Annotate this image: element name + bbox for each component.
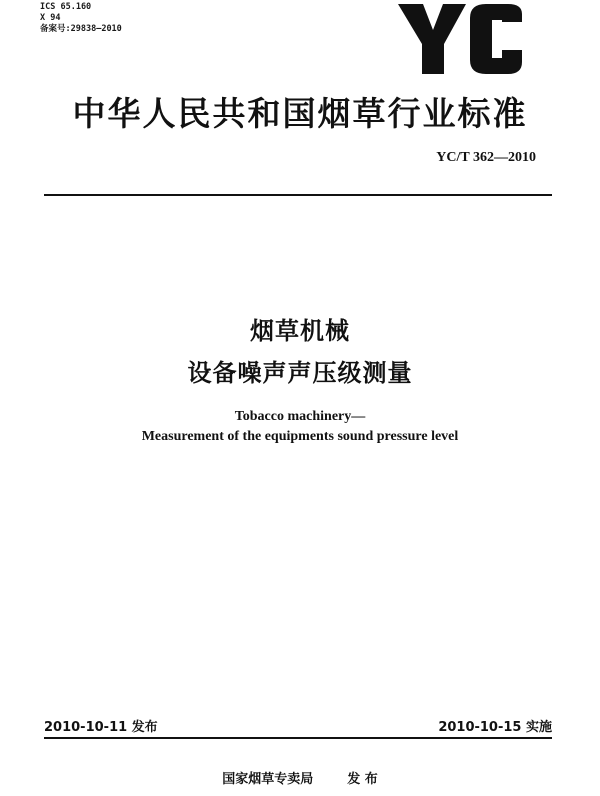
ics-code: ICS 65.160 [40, 2, 92, 12]
footer-divider [44, 737, 552, 739]
publisher-name: 国家烟草专卖局 [222, 772, 314, 787]
standard-number: YC/T 362—2010 [436, 150, 536, 165]
document-title-en-line2: Measurement of the equipments sound pressure level [141, 429, 459, 444]
publisher-line [0, 768, 600, 787]
publish-label: 发 布 [347, 772, 378, 787]
header-divider [44, 194, 552, 196]
document-title-cn-line2: 设备噪声声压级测量 [187, 359, 413, 387]
document-title-en-line1: Tobacco machinery— [234, 409, 366, 424]
document-title-cn-line1: 烟草机械 [250, 317, 350, 345]
classification-block [40, 2, 122, 35]
record-number: 备案号:29838—2010 [40, 24, 122, 34]
class-code: X 94 [40, 13, 61, 23]
effective-date: 2010-10-15 实施 [438, 720, 552, 735]
yc-logo [396, 0, 526, 78]
standard-category-title: 中华人民共和国烟草行业标准 [72, 94, 528, 133]
issue-date: 2010-10-11 发布 [44, 720, 158, 735]
